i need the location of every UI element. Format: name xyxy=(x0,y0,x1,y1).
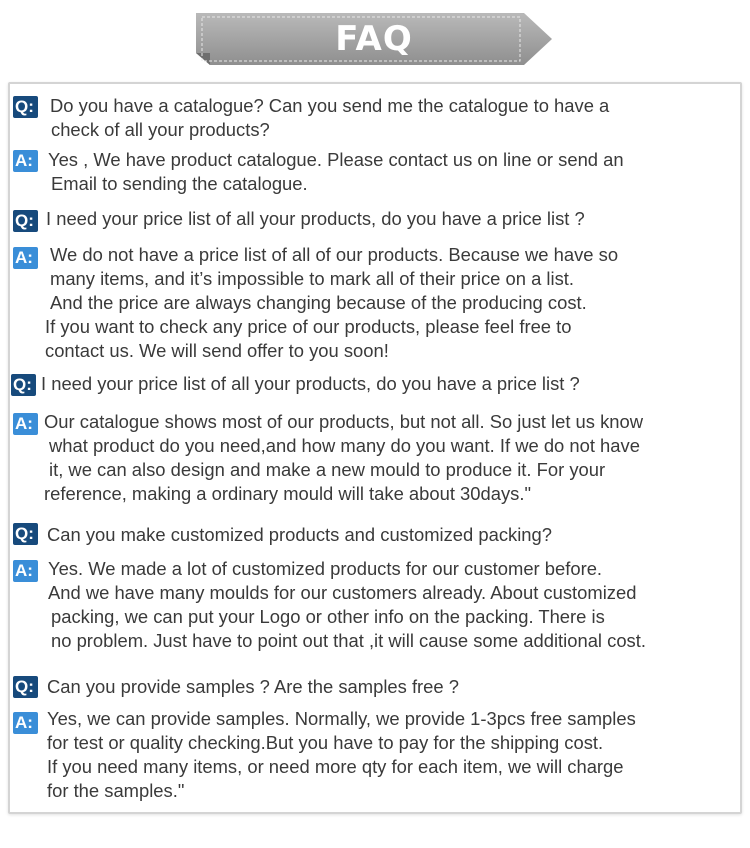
answer-text: And we have many moulds for our customers already. About customized xyxy=(48,582,637,603)
answer-text: packing, we can put your Logo or other info on the packing. There is xyxy=(51,606,605,627)
answer-text: Yes, we can provide samples. Normally, we provide 1-3pcs free samples xyxy=(47,708,636,729)
answer-badge: A: xyxy=(13,247,38,269)
answer-badge: A: xyxy=(13,150,38,172)
question-badge: Q: xyxy=(13,210,38,232)
answer-text: If you need many items, or need more qty for each item, we will charge xyxy=(47,756,624,777)
question-badge: Q: xyxy=(13,96,38,118)
answer-text: what product do you need,and how many do you want. If we do not have xyxy=(49,435,640,456)
question-text: Can you make customized products and customized packing? xyxy=(47,524,552,545)
page-title: FAQ xyxy=(335,19,413,59)
answer-text: it, we can also design and make a new mould to produce it. For your xyxy=(49,459,606,480)
answer-badge: A: xyxy=(13,413,38,435)
question-badge: Q: xyxy=(13,676,38,698)
answer-text: reference, making a ordinary mould will take about 30days." xyxy=(44,483,531,504)
answer-text: And the price are always changing because of the producing cost. xyxy=(50,292,587,313)
faq-banner xyxy=(196,13,552,65)
question-badge: Q: xyxy=(13,523,38,545)
answer-text: no problem. Just have to point out that ,it will cause some additional cost. xyxy=(51,630,646,651)
answer-badge: A: xyxy=(13,712,38,734)
question-text: Can you provide samples ? Are the samples free ? xyxy=(47,676,459,697)
answer-text: for the samples." xyxy=(47,780,185,801)
question-text: I need your price list of all your products, do you have a price list ? xyxy=(46,208,585,229)
answer-text: Email to sending the catalogue. xyxy=(51,173,308,194)
answer-text: If you want to check any price of our products, please feel free to xyxy=(45,316,572,337)
answer-text: for test or quality checking.But you have to pay for the shipping cost. xyxy=(47,732,604,753)
question-text: I need your price list of all your products, do you have a price list ? xyxy=(41,373,580,394)
question-text: Do you have a catalogue? Can you send me the catalogue to have a xyxy=(50,95,610,116)
answer-text: We do not have a price list of all of our products. Because we have so xyxy=(50,244,619,265)
answer-badge: A: xyxy=(13,560,38,582)
answer-text: Yes. We made a lot of customized products for our customer before. xyxy=(48,558,603,579)
answer-text: contact us. We will send offer to you soon! xyxy=(45,340,389,361)
question-badge: Q: xyxy=(11,374,36,396)
answer-text: Our catalogue shows most of our products, but not all. So just let us know xyxy=(44,411,644,432)
answer-text: many items, and it’s impossible to mark all of their price on a list. xyxy=(50,268,574,289)
answer-text: Yes , We have product catalogue. Please contact us on line or send an xyxy=(48,149,624,170)
question-text: check of all your products? xyxy=(51,119,270,140)
